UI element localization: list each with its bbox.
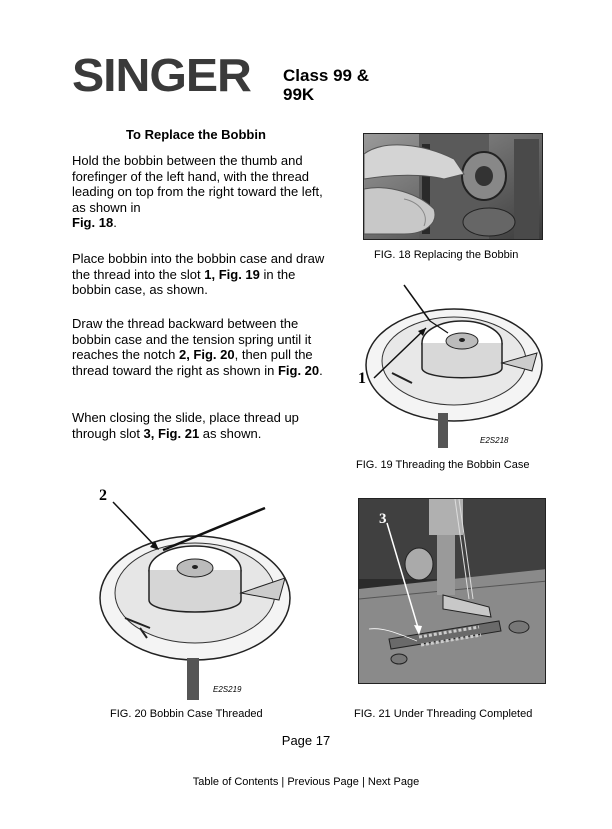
fig-20-caption: FIG. 20 Bobbin Case Threaded [110, 708, 263, 720]
table-of-contents-link[interactable]: Table of Contents [192, 776, 279, 788]
paragraph-text: Draw the thread backward between the bobbin case and the tension spring until it reaches the notch [72, 316, 312, 362]
singer-logo: SINGER [72, 49, 251, 101]
fig-reference: 1, Fig. 19 [204, 266, 260, 282]
page-number: Page 17 [281, 733, 331, 748]
paragraph-closing-slide [72, 410, 332, 441]
class-title [283, 66, 393, 104]
fig-19-drawing [352, 283, 552, 448]
fig-20-code: E2S219 [213, 685, 242, 694]
fig-reference: 2, Fig. 20 [178, 347, 235, 362]
paragraph-text: as shown. [199, 425, 262, 441]
paragraph-text: . [319, 362, 323, 378]
next-page-link[interactable]: Next Page [367, 776, 420, 788]
fig-19-code: E2S218 [480, 436, 509, 445]
fig-20-label: 2 [99, 487, 107, 504]
paragraph-text: When closing the slide, place thread up through slot [72, 410, 299, 441]
paragraph-text: in the bobbin case, as shown. [72, 266, 296, 297]
footer-separator: | [358, 776, 368, 788]
fig-21-label: 3 [379, 511, 387, 527]
footer-separator: | [278, 776, 288, 788]
footer-nav [0, 776, 612, 788]
previous-page-link[interactable]: Previous Page [287, 776, 359, 788]
class-title-line-2: 99K [283, 85, 315, 104]
paragraph-place-bobbin [72, 251, 332, 298]
paragraph-text: Hold the bobbin between the thumb and forefinger of the left hand, with the thread leading on top from the right toward the left, as shown in [72, 153, 323, 215]
paragraph-text: , then pull the thread toward the right as shown in [72, 347, 313, 378]
paragraph-text: . [113, 215, 117, 230]
fig-21-photo [358, 498, 546, 684]
fig-19-caption: FIG. 19 Threading the Bobbin Case [356, 459, 530, 471]
fig-18-photo [363, 133, 543, 240]
paragraph-hold-bobbin [72, 153, 332, 231]
fig-20-drawing [95, 478, 295, 700]
paragraph-draw-thread [72, 316, 332, 378]
class-title-line-1: Class 99 & [283, 66, 369, 85]
fig-19-label: 1 [358, 370, 366, 387]
section-title: To Replace the Bobbin [126, 127, 266, 142]
fig-21-caption: FIG. 21 Under Threading Completed [354, 708, 533, 720]
fig-reference: 3, Fig. 21 [143, 425, 200, 441]
paragraph-text: Place bobbin into the bobbin case and draw the thread into the slot [72, 251, 325, 282]
fig-18-caption: FIG. 18 Replacing the Bobbin [374, 249, 519, 261]
fig-reference: Fig. 18 [72, 215, 114, 230]
fig-reference: Fig. 20 [277, 362, 320, 378]
